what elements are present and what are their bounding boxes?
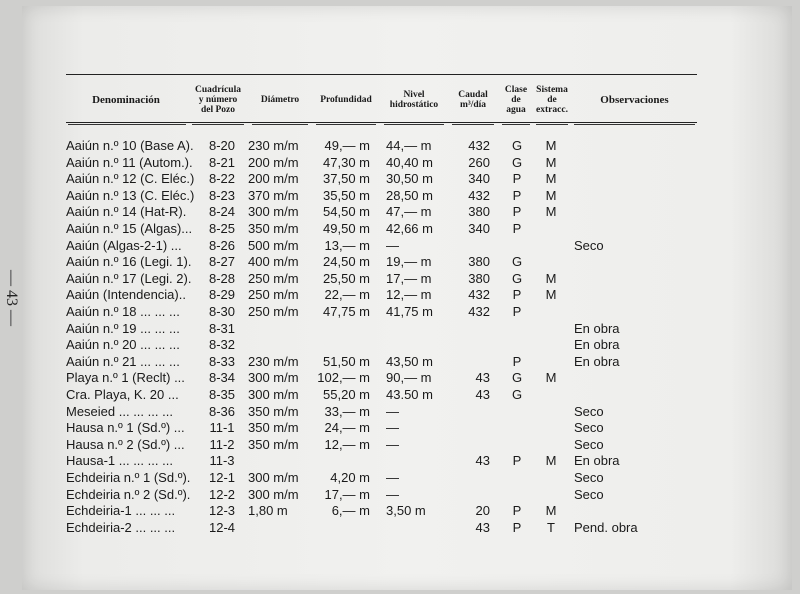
diameter-cell: 300 m/m <box>248 387 299 402</box>
header-profundidad: Profundidad <box>320 95 372 105</box>
well-name-cell: Aaiún n.º 21 ... ... ... <box>66 353 180 369</box>
extraction-system-cell: M <box>545 154 557 170</box>
well-name-cell: Playa n.º 1 (Reclt) ... <box>66 370 185 386</box>
diameter-cell: 250 m/m <box>248 304 299 319</box>
depth-cell: 4,20 m <box>330 470 370 485</box>
well-name-cell: Hausa n.º 1 (Sd.º) ... <box>66 420 185 436</box>
water-class-cell: P <box>512 204 522 220</box>
header-caudal: Caudal m³/día <box>458 90 488 110</box>
flow-rate-cell: 432 <box>468 187 490 203</box>
depth-cell: 12,— m <box>324 436 370 452</box>
table-row <box>0 386 800 403</box>
diameter-cell: 300 m/m <box>248 204 299 220</box>
water-class-cell: P <box>512 503 522 519</box>
grid-number-cell: 11-3 <box>209 453 235 469</box>
flow-rate-cell: 432 <box>468 138 490 153</box>
column-underline <box>574 124 695 125</box>
diameter-cell: 400 m/m <box>248 254 299 270</box>
table-row <box>0 187 800 204</box>
water-class-cell: P <box>512 353 522 369</box>
static-level-cell: 19,— m <box>386 254 432 270</box>
extraction-system-cell: M <box>545 453 557 469</box>
table-row <box>0 502 800 519</box>
well-name-cell: Echdeiria-2 ... ... ... <box>66 519 176 535</box>
flow-rate-cell: 43 <box>475 519 490 535</box>
column-underline <box>384 124 444 125</box>
flow-rate-cell: 380 <box>468 270 490 286</box>
depth-cell: 35,50 m <box>323 187 370 203</box>
grid-number-cell: 8-33 <box>208 353 236 369</box>
observations-cell: Seco <box>574 436 604 452</box>
grid-number-cell: 12-4 <box>208 519 236 535</box>
grid-number-cell: 12-1 <box>208 470 236 485</box>
diameter-cell: 230 m/m <box>248 353 299 369</box>
water-class-cell: G <box>511 254 523 270</box>
column-underline <box>452 124 494 125</box>
observations-cell: Seco <box>574 237 604 253</box>
static-level-cell: 40,40 m <box>386 154 433 170</box>
table-row <box>0 452 800 469</box>
header-observaciones: Observaciones <box>600 94 669 106</box>
page-number: — 43 — <box>3 270 20 326</box>
well-name-cell: Aaiún n.º 11 (Autom.). <box>66 154 193 170</box>
grid-number-cell: 8-30 <box>208 304 236 319</box>
table-row <box>0 320 800 337</box>
diameter-cell: 200 m/m <box>248 154 299 170</box>
static-level-cell: 12,— m <box>386 287 432 303</box>
extraction-system-cell: T <box>547 519 555 535</box>
static-level-cell: 43,50 m <box>386 353 433 369</box>
diameter-cell: 370 m/m <box>248 187 299 203</box>
diameter-cell: 300 m/m <box>248 370 299 386</box>
diameter-cell: 300 m/m <box>248 486 299 502</box>
depth-cell: 37,50 m <box>323 171 370 187</box>
observations-cell: Seco <box>574 486 604 502</box>
flow-rate-cell: 380 <box>468 254 490 270</box>
table-row <box>0 519 800 536</box>
depth-cell: 47,75 m <box>323 304 370 319</box>
header-denominacion: Denominación <box>92 94 160 106</box>
well-name-cell: Aaiún n.º 18 ... ... ... <box>66 304 180 319</box>
water-class-cell: P <box>512 453 522 469</box>
diameter-cell: 300 m/m <box>248 470 299 485</box>
water-class-cell: G <box>511 270 523 286</box>
table-row <box>0 486 800 503</box>
table-row <box>0 286 800 303</box>
flow-rate-cell: 43 <box>475 453 490 469</box>
header-clase: Clase de agua <box>504 85 528 115</box>
depth-cell: 55,20 m <box>323 387 370 402</box>
table-row <box>0 469 800 486</box>
grid-number-cell: 11-2 <box>209 436 235 452</box>
well-name-cell: Aaiún n.º 10 (Base A). <box>66 138 194 153</box>
depth-cell: 49,— m <box>324 138 370 153</box>
diameter-cell: 250 m/m <box>248 270 299 286</box>
grid-number-cell: 8-27 <box>208 254 236 270</box>
well-name-cell: Hausa-1 ... ... ... ... <box>66 453 173 469</box>
well-name-cell: Echdeiria-1 ... ... ... <box>66 503 176 519</box>
water-class-cell: P <box>512 287 522 303</box>
header-nivel: Nivel hidrostático <box>389 90 439 110</box>
static-level-cell: 44,— m <box>386 138 432 153</box>
column-underline <box>536 124 568 125</box>
observations-cell: Seco <box>574 403 604 419</box>
grid-number-cell: 8-31 <box>208 320 236 336</box>
table-row <box>0 270 800 287</box>
water-class-cell: P <box>512 171 522 187</box>
diameter-cell: 350 m/m <box>248 403 299 419</box>
water-class-cell: P <box>512 304 522 319</box>
well-name-cell: Aaiún (Intendencia).. <box>66 287 186 303</box>
well-name-cell: Cra. Playa, K. 20 ... <box>66 387 179 402</box>
well-name-cell: Echdeiria n.º 1 (Sd.º). <box>66 470 191 485</box>
table-row <box>0 436 800 453</box>
grid-number-cell: 8-35 <box>208 387 236 402</box>
extraction-system-cell: M <box>545 187 557 203</box>
static-level-cell: — <box>386 403 399 419</box>
grid-number-cell: 8-20 <box>208 138 236 153</box>
flow-rate-cell: 432 <box>468 304 490 319</box>
diameter-cell: 350 m/m <box>248 221 299 236</box>
extraction-system-cell: M <box>545 287 557 303</box>
diameter-cell: 250 m/m <box>248 287 299 303</box>
depth-cell: 24,— m <box>324 420 370 436</box>
water-class-cell: P <box>512 187 522 203</box>
well-name-cell: Aaiún n.º 20 ... ... ... <box>66 337 180 353</box>
static-level-cell: — <box>386 237 399 253</box>
grid-number-cell: 8-32 <box>208 337 236 353</box>
observations-cell: En obra <box>574 453 620 469</box>
header-cuadricula: Cuadrícula y número del Pozo <box>195 85 241 115</box>
header-diametro: Diámetro <box>260 95 300 105</box>
table-row <box>0 137 800 154</box>
static-level-cell: 47,— m <box>386 204 432 220</box>
column-underline <box>68 124 186 125</box>
depth-cell: 51,50 m <box>323 353 370 369</box>
well-name-cell: Aaiún n.º 14 (Hat-R). <box>66 204 187 220</box>
flow-rate-cell: 20 <box>475 503 490 519</box>
extraction-system-cell: M <box>545 370 557 386</box>
table-row <box>0 369 800 386</box>
well-name-cell: Aaiún n.º 19 ... ... ... <box>66 320 180 336</box>
observations-cell: En obra <box>574 353 620 369</box>
observations-cell: Pend. obra <box>574 519 638 535</box>
extraction-system-cell: M <box>545 503 557 519</box>
grid-number-cell: 8-21 <box>208 154 236 170</box>
flow-rate-cell: 340 <box>468 221 490 236</box>
depth-cell: 102,— m <box>317 370 370 386</box>
grid-number-cell: 8-34 <box>208 370 236 386</box>
well-name-cell: Aaiún n.º 15 (Algas)... <box>66 221 193 236</box>
grid-number-cell: 12-3 <box>208 503 236 519</box>
well-name-cell: Echdeiria n.º 2 (Sd.º). <box>66 486 191 502</box>
column-underline <box>252 124 308 125</box>
grid-number-cell: 8-29 <box>208 287 236 303</box>
well-name-cell: Meseied ... ... ... ... <box>66 403 173 419</box>
grid-number-cell: 8-28 <box>208 270 236 286</box>
static-level-cell: — <box>386 486 399 502</box>
table-row <box>0 419 800 436</box>
water-class-cell: G <box>511 387 523 402</box>
well-name-cell: Aaiún n.º 12 (C. Eléc.) <box>66 171 195 187</box>
static-level-cell: 17,— m <box>386 270 432 286</box>
static-level-cell: 3,50 m <box>386 503 426 519</box>
extraction-system-cell: M <box>545 138 557 153</box>
water-class-cell: P <box>512 221 522 236</box>
grid-number-cell: 8-26 <box>208 237 236 253</box>
header-sistema: Sistema de extracc. <box>536 85 568 115</box>
diameter-cell: 500 m/m <box>248 237 299 253</box>
static-level-cell: 90,— m <box>386 370 432 386</box>
column-underline <box>502 124 530 125</box>
water-class-cell: G <box>511 138 523 153</box>
observations-cell: Seco <box>574 470 604 485</box>
depth-cell: 47,30 m <box>323 154 370 170</box>
grid-number-cell: 12-2 <box>208 486 236 502</box>
extraction-system-cell: M <box>545 204 557 220</box>
static-level-cell: — <box>386 420 399 436</box>
table-row <box>0 154 800 171</box>
table-row <box>0 237 800 254</box>
grid-number-cell: 8-23 <box>208 187 236 203</box>
well-name-cell: Hausa n.º 2 (Sd.º) ... <box>66 436 185 452</box>
grid-number-cell: 8-24 <box>208 204 236 220</box>
diameter-cell: 230 m/m <box>248 138 299 153</box>
diameter-cell: 200 m/m <box>248 171 299 187</box>
extraction-system-cell: M <box>545 270 557 286</box>
flow-rate-cell: 340 <box>468 171 490 187</box>
column-underline <box>316 124 376 125</box>
diameter-cell: 350 m/m <box>248 420 299 436</box>
depth-cell: 22,— m <box>324 287 370 303</box>
extraction-system-cell: M <box>545 171 557 187</box>
static-level-cell: 43.50 m <box>386 387 433 402</box>
depth-cell: 13,— m <box>324 237 370 253</box>
table-row <box>0 353 800 370</box>
flow-rate-cell: 260 <box>468 154 490 170</box>
depth-cell: 6,— m <box>331 503 370 519</box>
table-row <box>0 253 800 270</box>
grid-number-cell: 8-36 <box>208 403 236 419</box>
depth-cell: 33,— m <box>324 403 370 419</box>
well-name-cell: Aaiún n.º 13 (C. Eléc.) <box>66 187 195 203</box>
static-level-cell: 28,50 m <box>386 187 433 203</box>
table-row <box>0 303 800 320</box>
static-level-cell: 41,75 m <box>386 304 433 319</box>
header-bottom-rule <box>66 122 697 123</box>
well-name-cell: Aaiún n.º 16 (Legi. 1). <box>66 254 192 270</box>
flow-rate-cell: 380 <box>468 204 490 220</box>
observations-cell: Seco <box>574 420 604 436</box>
depth-cell: 49,50 m <box>323 221 370 236</box>
static-level-cell: 30,50 m <box>386 171 433 187</box>
column-underline <box>192 124 244 125</box>
grid-number-cell: 8-25 <box>208 221 236 236</box>
observations-cell: En obra <box>574 337 620 353</box>
table-row <box>0 170 800 187</box>
depth-cell: 25,50 m <box>323 270 370 286</box>
water-class-cell: G <box>511 154 523 170</box>
table-row <box>0 220 800 237</box>
flow-rate-cell: 432 <box>468 287 490 303</box>
depth-cell: 24,50 m <box>323 254 370 270</box>
diameter-cell: 1,80 m <box>248 503 288 519</box>
static-level-cell: — <box>386 436 399 452</box>
grid-number-cell: 8-22 <box>208 171 236 187</box>
table-row <box>0 403 800 420</box>
flow-rate-cell: 43 <box>475 370 490 386</box>
table-row <box>0 336 800 353</box>
diameter-cell: 350 m/m <box>248 436 299 452</box>
grid-number-cell: 11-1 <box>209 420 235 436</box>
depth-cell: 54,50 m <box>323 204 370 220</box>
table-top-rule <box>66 74 697 75</box>
water-class-cell: G <box>511 370 523 386</box>
depth-cell: 17,— m <box>324 486 370 502</box>
well-name-cell: Aaiún (Algas-2-1) ... <box>66 237 182 253</box>
water-class-cell: P <box>512 519 522 535</box>
well-name-cell: Aaiún n.º 17 (Legi. 2). <box>66 270 192 286</box>
observations-cell: En obra <box>574 320 620 336</box>
static-level-cell: — <box>386 470 399 485</box>
static-level-cell: 42,66 m <box>386 221 433 236</box>
flow-rate-cell: 43 <box>475 387 490 402</box>
table-row <box>0 203 800 220</box>
